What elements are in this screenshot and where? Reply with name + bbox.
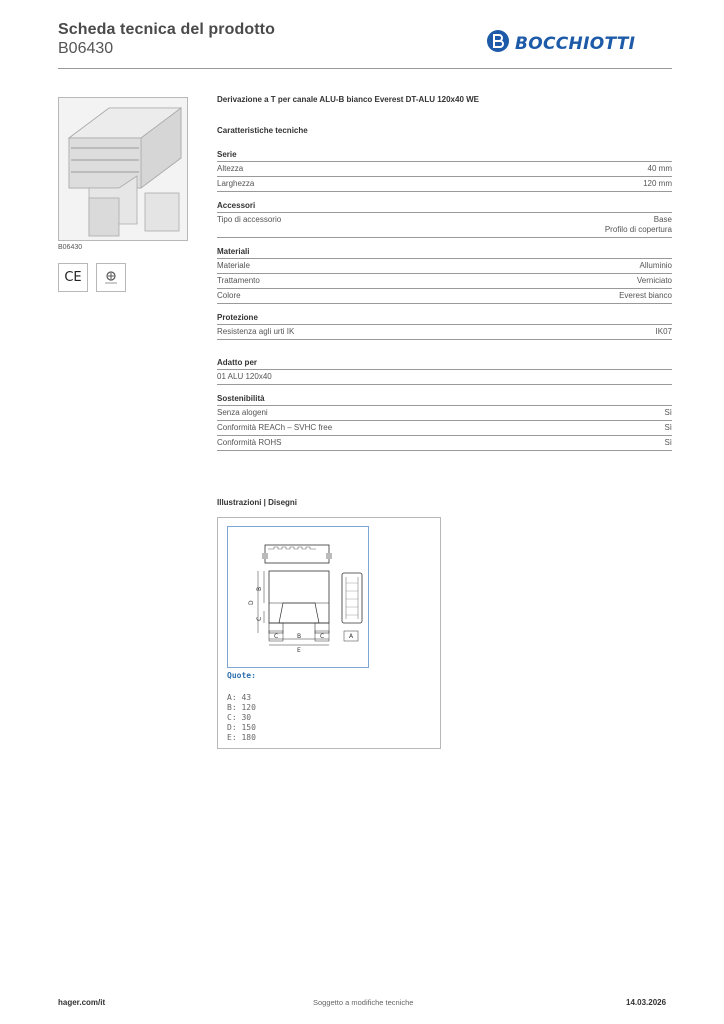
section-sostenibilita bbox=[217, 394, 672, 451]
spec-value-line: Profilo di copertura bbox=[604, 225, 672, 234]
spec-row bbox=[217, 421, 672, 436]
spec-row bbox=[217, 213, 672, 238]
spec-row bbox=[217, 289, 672, 304]
spec-row bbox=[217, 274, 672, 289]
spec-value: IK07 bbox=[655, 327, 672, 336]
quote-item: A: 43 bbox=[227, 693, 252, 702]
quotes-list bbox=[227, 693, 256, 743]
spec-value bbox=[605, 215, 672, 235]
spec-label: Conformità ROHS bbox=[217, 438, 282, 447]
spec-label: Colore bbox=[217, 291, 241, 300]
section-protezione bbox=[217, 313, 672, 340]
product-title: Derivazione a T per canale ALU-B bianco Everest DT-ALU 120x40 WE bbox=[217, 95, 480, 104]
dimension-label-c3: C bbox=[256, 616, 263, 621]
document-title: Scheda tecnica del prodotto bbox=[58, 21, 275, 38]
section-title: Sostenibilità bbox=[217, 394, 672, 406]
spec-value: Verniciato bbox=[636, 276, 672, 285]
product-image bbox=[58, 97, 188, 241]
spec-label: Materiale bbox=[217, 261, 250, 270]
dimension-label-a: A bbox=[349, 633, 354, 640]
spec-row bbox=[217, 162, 672, 177]
dimension-label-c: C bbox=[274, 633, 279, 640]
spec-label: Altezza bbox=[217, 164, 244, 173]
spec-value: Sì bbox=[664, 408, 672, 417]
dimension-label-d: D bbox=[248, 600, 255, 605]
footer-date: 14.03.2026 bbox=[626, 998, 667, 1007]
spec-row bbox=[217, 370, 672, 385]
spec-label: Resistenza agli urti IK bbox=[217, 327, 295, 336]
section-title: Serie bbox=[217, 150, 672, 162]
spec-row bbox=[217, 325, 672, 340]
quote-item: B: 120 bbox=[227, 703, 256, 712]
spec-label: Tipo di accessorio bbox=[217, 215, 282, 224]
spec-value: Everest bianco bbox=[619, 291, 672, 300]
footer-website-link[interactable]: hager.com/it bbox=[58, 998, 106, 1007]
spec-label: Trattamento bbox=[217, 276, 260, 285]
product-code: B06430 bbox=[58, 40, 114, 57]
technical-specs bbox=[217, 95, 672, 460]
spec-label: Larghezza bbox=[217, 179, 255, 188]
dimension-label-c2: C bbox=[320, 633, 325, 640]
header-divider bbox=[58, 68, 672, 69]
dimension-label-b: B bbox=[297, 633, 302, 640]
quote-item: D: 150 bbox=[227, 723, 256, 732]
section-accessori bbox=[217, 201, 672, 238]
technical-drawing-frame bbox=[217, 517, 441, 749]
spec-label: Conformità REACh – SVHC free bbox=[217, 423, 333, 432]
spec-value-line: Base bbox=[653, 215, 672, 224]
spec-value: Sì bbox=[664, 438, 672, 447]
spec-label: 01 ALU 120x40 bbox=[217, 372, 272, 381]
spec-value: Sì bbox=[664, 423, 672, 432]
section-title: Materiali bbox=[217, 247, 672, 259]
section-serie bbox=[217, 150, 672, 192]
section-adatto bbox=[217, 358, 672, 385]
quote-item: C: 30 bbox=[227, 713, 252, 722]
spec-row bbox=[217, 177, 672, 192]
spec-row bbox=[217, 259, 672, 274]
quotes-label: Quote: bbox=[227, 671, 256, 680]
section-title: Protezione bbox=[217, 313, 672, 325]
image-caption: B06430 bbox=[58, 244, 83, 251]
ce-mark-icon: CE bbox=[58, 263, 88, 292]
dimension-label-e: E bbox=[297, 647, 301, 654]
certification-badge-icon bbox=[96, 263, 126, 292]
brand-logo[interactable] bbox=[486, 29, 635, 58]
spec-value: 120 mm bbox=[643, 179, 672, 188]
spec-value: 40 mm bbox=[647, 164, 672, 173]
section-title: Adatto per bbox=[217, 358, 672, 370]
spec-value: Alluminio bbox=[639, 261, 672, 270]
spec-label: Senza alogeni bbox=[217, 408, 268, 417]
spec-row bbox=[217, 436, 672, 451]
dimension-label-b2: B bbox=[256, 586, 263, 591]
features-heading: Caratteristiche tecniche bbox=[217, 126, 308, 135]
section-title: Accessori bbox=[217, 201, 672, 213]
bocchiotti-logo-icon bbox=[486, 29, 510, 58]
brand-name: BOCCHIOTTI bbox=[515, 33, 636, 54]
quote-item: E: 180 bbox=[227, 733, 256, 742]
footer-disclaimer: Soggetto a modifiche tecniche bbox=[313, 998, 414, 1007]
spec-row bbox=[217, 406, 672, 421]
illustrations-heading: Illustrazioni | Disegni bbox=[217, 498, 298, 507]
technical-drawing bbox=[227, 526, 369, 668]
section-materiali bbox=[217, 247, 672, 304]
